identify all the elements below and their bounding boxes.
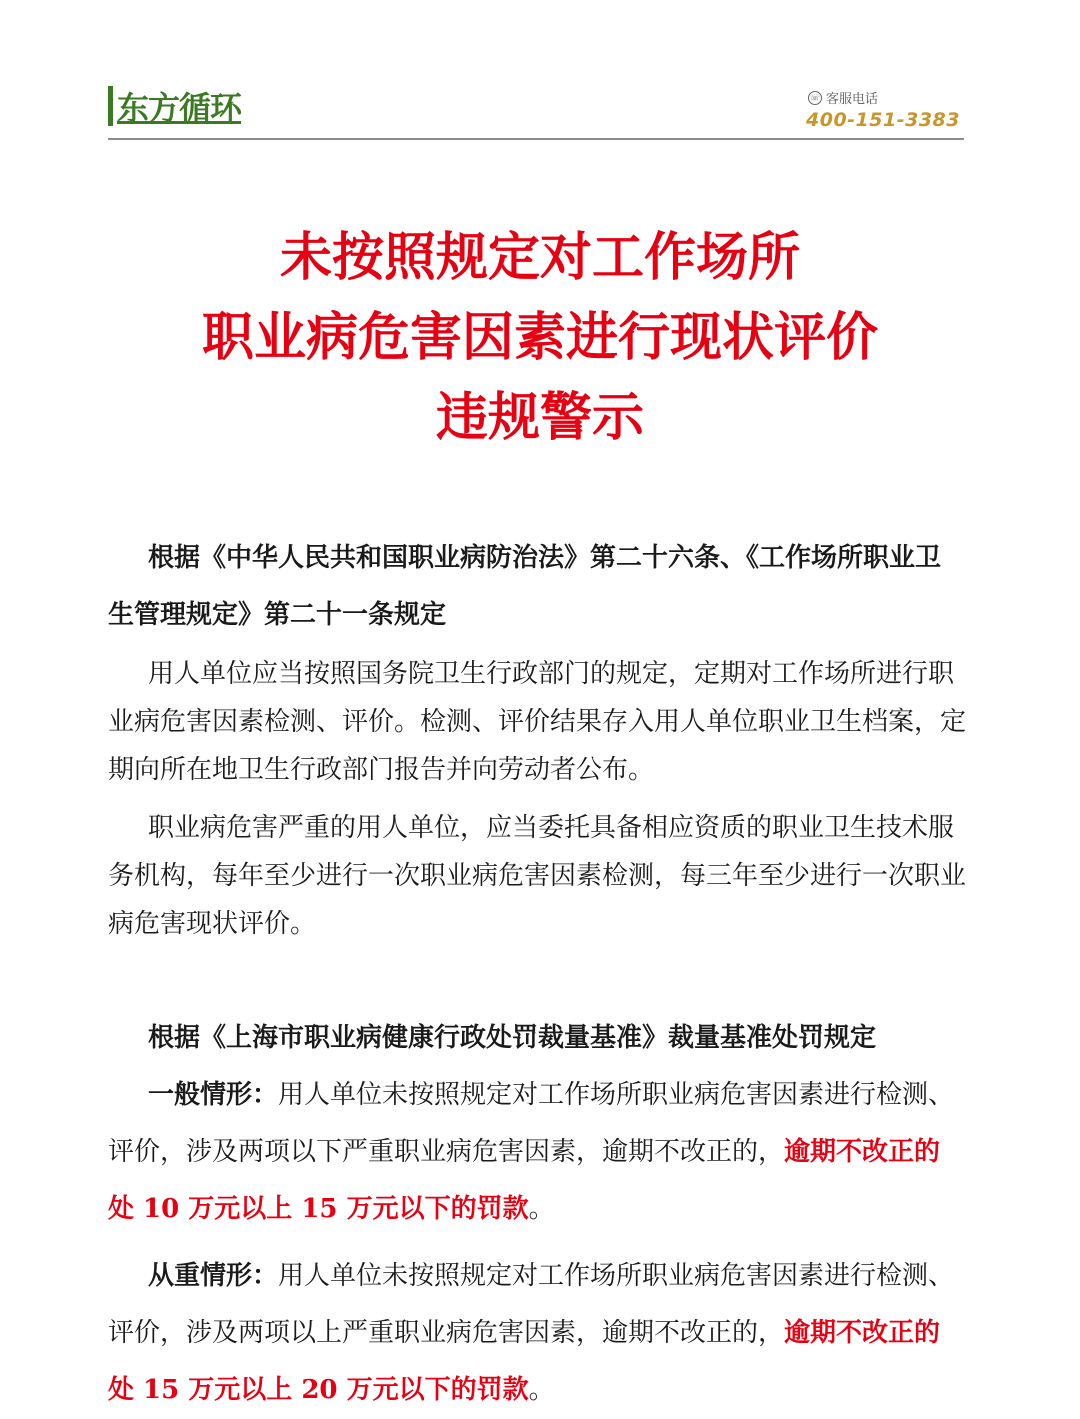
phone-icon: ☏ bbox=[808, 91, 822, 105]
title-line-2: 职业病危害因素进行现状评价 bbox=[201, 308, 878, 368]
hotline-number: 400-151-3383 bbox=[806, 109, 960, 131]
document-body bbox=[108, 530, 966, 1419]
title-line-1: 未按照规定对工作场所 bbox=[279, 228, 800, 288]
page-title bbox=[0, 218, 1080, 458]
page-header bbox=[108, 78, 964, 138]
logo-bar-icon bbox=[108, 86, 113, 126]
section2-heading: 根据《上海市职业病健康行政处罚裁量基准》裁量基准处罚规定 bbox=[148, 1023, 877, 1053]
section1-paragraph-2: 职业病危害严重的用人单位，应当委托具备相应资质的职业卫生技术服务机构，每年至少进行一次职业病危害因素检测，每三年至少进行一次职业病危害现状评价。 bbox=[108, 813, 967, 939]
brand-logo bbox=[108, 84, 241, 128]
severe-case-label: 从重情形： bbox=[148, 1261, 279, 1291]
general-case-penalty: 逾期不改正的处 10 万元以上 15 万元以下的罚款 bbox=[108, 1137, 941, 1224]
section1-paragraph-1: 用人单位应当按照国务院卫生行政部门的规定，定期对工作场所进行职业病危害因素检测、评价。检测、评价结果存入用人单位职业卫生档案，定期向所在地卫生行政部门报告并向劳动者公布。 bbox=[108, 659, 967, 785]
hotline bbox=[806, 88, 960, 131]
severe-case-end: 。 bbox=[528, 1375, 555, 1405]
logo-text: 东方循环 bbox=[117, 89, 242, 127]
title-line-3: 违规警示 bbox=[435, 388, 644, 448]
header-divider bbox=[108, 138, 964, 140]
general-case-label: 一般情形： bbox=[148, 1080, 279, 1110]
general-case-end: 。 bbox=[528, 1194, 555, 1224]
general-case-text: 用人单位未按照规定对工作场所职业病危害因素进行检测、评价，涉及两项以下严重职业病危害因素，逾期不改正的， bbox=[108, 1080, 955, 1167]
severe-case-penalty: 逾期不改正的处 15 万元以上 20 万元以下的罚款 bbox=[108, 1318, 941, 1405]
hotline-label: 客服电话 bbox=[826, 92, 879, 107]
severe-case-text: 用人单位未按照规定对工作场所职业病危害因素进行检测、评价，涉及两项以上严重职业病危害因素，逾期不改正的， bbox=[108, 1261, 955, 1348]
section1-heading: 根据《中华人民共和国职业病防治法》第二十六条、《工作场所职业卫生管理规定》第二十一条规定 bbox=[108, 543, 942, 630]
hotline-label-row bbox=[808, 88, 960, 107]
severe-case-paragraph bbox=[108, 1248, 966, 1419]
general-case-paragraph bbox=[108, 1067, 966, 1238]
